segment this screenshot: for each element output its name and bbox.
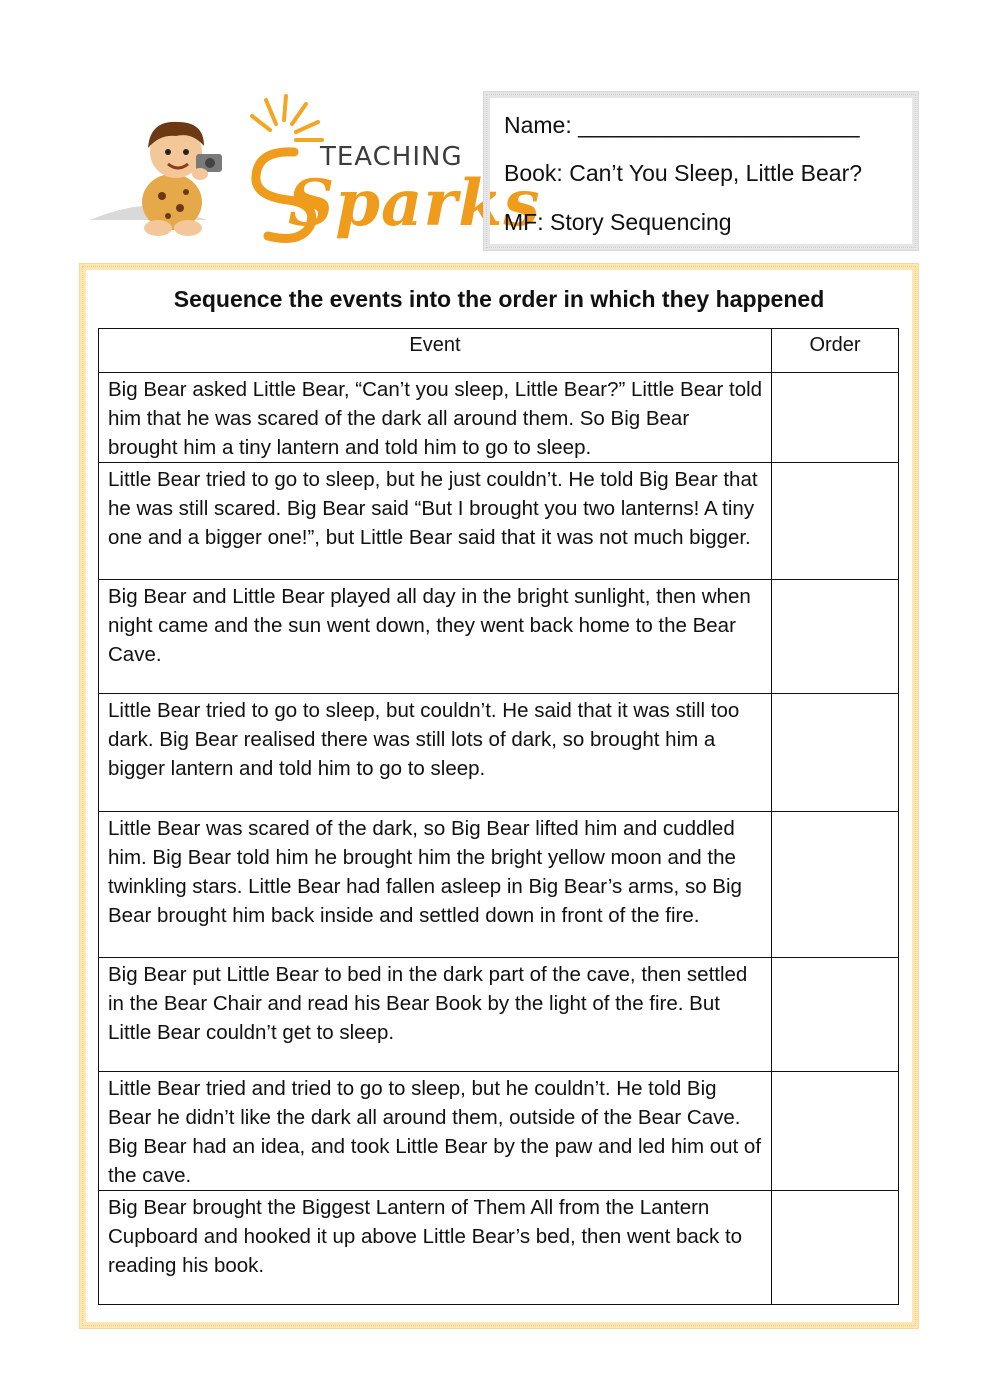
table-row [99,463,899,580]
order-cell[interactable] [772,958,899,1072]
event-cell: Little Bear tried to go to sleep, but he just couldn’t. He told Big Bear that he was still scared. Big Bear said “But I brought you two lanterns! A tiny one and a bigger one!”, but Little Bear said that it was not much bigger. [99,463,772,580]
name-line: Name: ______________________ [504,112,860,138]
teaching-sparks-logo [88,92,541,244]
table-header-row [99,329,899,373]
sequencing-panel [80,264,918,1328]
sequence-table [98,328,899,1305]
event-cell: Big Bear and Little Bear played all day in the bright sunlight, then when night came and the sun went down, they went back home to the Bear Cave. [99,580,772,694]
worksheet-heading: Sequence the events into the order in which they happened [173,286,825,312]
table-row [99,958,899,1072]
order-cell[interactable] [772,463,899,580]
order-cell[interactable] [772,373,899,463]
order-column-header: Order [772,329,899,373]
order-cell[interactable] [772,1191,899,1305]
table-row [99,812,899,958]
event-cell: Big Bear put Little Bear to bed in the dark part of the cave, then settled in the Bear Chair and read his Bear Book by the light of the fire. But Little Bear couldn’t get to sleep. [99,958,772,1072]
event-cell: Big Bear asked Little Bear, “Can’t you sleep, Little Bear?” Little Bear told him that he was scared of the dark all around them. So Big Bear brought him a tiny lantern and told him to go to sleep. [99,373,772,463]
event-column-header: Event [99,329,772,373]
table-row [99,1191,899,1305]
table-row [99,1072,899,1191]
student-info-box [484,92,918,250]
order-cell[interactable] [772,580,899,694]
table-row [99,694,899,812]
book-title-line: Book: Can’t You Sleep, Little Bear? [504,160,863,186]
event-cell: Big Bear brought the Biggest Lantern of Them All from the Lantern Cupboard and hooked it up above Little Bear’s bed, then went back to reading his book. [99,1191,772,1305]
order-cell[interactable] [772,694,899,812]
table-row [99,580,899,694]
event-cell: Little Bear tried and tried to go to sleep, but he couldn’t. He told Big Bear he didn’t like the dark all around them, outside of the Bear Cave. Big Bear had an idea, and took Little Bear by the paw and led him out of the cave. [99,1072,772,1191]
event-cell: Little Bear was scared of the dark, so Big Bear lifted him and cuddled him. Big Bear told him he brought him the bright yellow moon and the twinkling stars. Little Bear had fallen asleep in Big Bear’s arms, so Big Bear brought him back inside and settled down in front of the fire. [99,812,772,958]
order-cell[interactable] [772,812,899,958]
event-cell: Little Bear tried to go to sleep, but couldn’t. He said that it was still too dark. Big Bear realised there was still lots of dark, so brought him a bigger lantern and told him to go to sleep. [99,694,772,812]
mf-line: MF: Story Sequencing [504,209,732,235]
order-cell[interactable] [772,1072,899,1191]
logo-word-sparks: Sparks [288,166,541,241]
logo-word-teaching: TEACHING [320,142,463,172]
table-row [99,373,899,463]
